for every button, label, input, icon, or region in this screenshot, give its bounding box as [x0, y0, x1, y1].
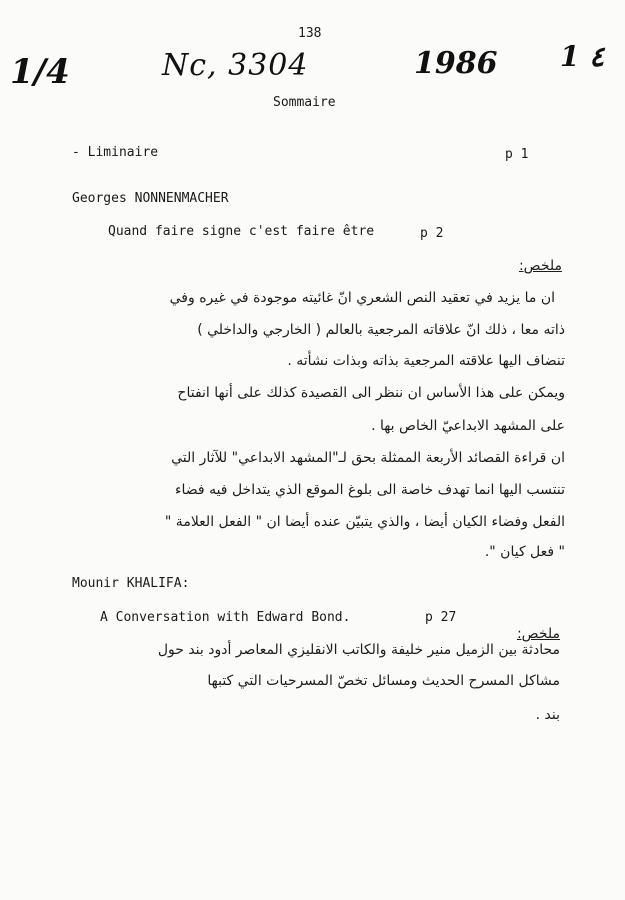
article1-p1-line1: ان ما يزيد في تعقيد النص الشعري انّ غائيته موجودة في غيره وفي	[169, 290, 555, 306]
article1-title: Quand faire signe c'est faire être	[108, 224, 375, 239]
article1-p2-line1: ويمكن على هذا الأساس ان ننظر الى القصيدة كذلك على أنها انفتاح	[177, 385, 565, 401]
handwritten-fraction: 1/4	[10, 52, 70, 92]
sommaire-heading: Sommaire	[273, 95, 336, 110]
handwritten-reference: Nc, 3304	[162, 48, 309, 83]
article2-line2: مشاكل المسرح الحديث ومسائل تخصّ المسرحيات التي كتبها	[207, 673, 560, 689]
article2-line1: محادثة بين الزميل منير خليفة والكاتب الانقليزي المعاصر أدود بند حول	[157, 642, 560, 658]
article1-p2-line2: على المشهد الابداعيّ الخاص بها .	[371, 418, 565, 434]
liminaire-page: p 1	[505, 147, 529, 162]
article1-summary-label: ملخص:	[518, 258, 562, 274]
article1-p1-line2: ذاته معا ، ذلك انّ علاقاته المرجعية بالعالم ( الخارجي والداخلي )	[197, 322, 565, 338]
article1-p1-line3: تنضاف اليها علاقته المرجعية بذاته وبذات نشأته .	[287, 353, 565, 369]
article1-author: Georges NONNENMACHER	[72, 191, 229, 206]
article1-p3-line4: " فعل كيان ".	[484, 544, 565, 560]
handwritten-year: 1986	[414, 46, 498, 81]
page-number: 138	[298, 26, 322, 41]
article2-page: p 27	[425, 610, 457, 625]
article2-line3: بند .	[535, 707, 560, 723]
article2-summary-label: ملخص:	[516, 626, 560, 642]
article1-p3-line1: ان قراءة القصائد الأربعة الممثلة بحق لـ"المشهد الابداعي" للآثار التي	[171, 450, 565, 466]
article2-author: Mounir KHALIFA:	[72, 576, 190, 591]
article2-title: A Conversation with Edward Bond.	[100, 610, 351, 625]
handwritten-right-mark: 1 ٤	[560, 40, 605, 73]
article1-page: p 2	[420, 226, 444, 241]
article1-p3-line3: الفعل وفضاء الكيان أيضا ، والذي يتبيّن عنده أيضا ان " الفعل العلامة "	[164, 514, 565, 530]
article1-p3-line2: تنتسب اليها انما تهدف خاصة الى بلوغ الموقع الذي يتداخل فيه فضاء	[174, 482, 565, 498]
liminaire-label: - Liminaire	[72, 145, 159, 160]
